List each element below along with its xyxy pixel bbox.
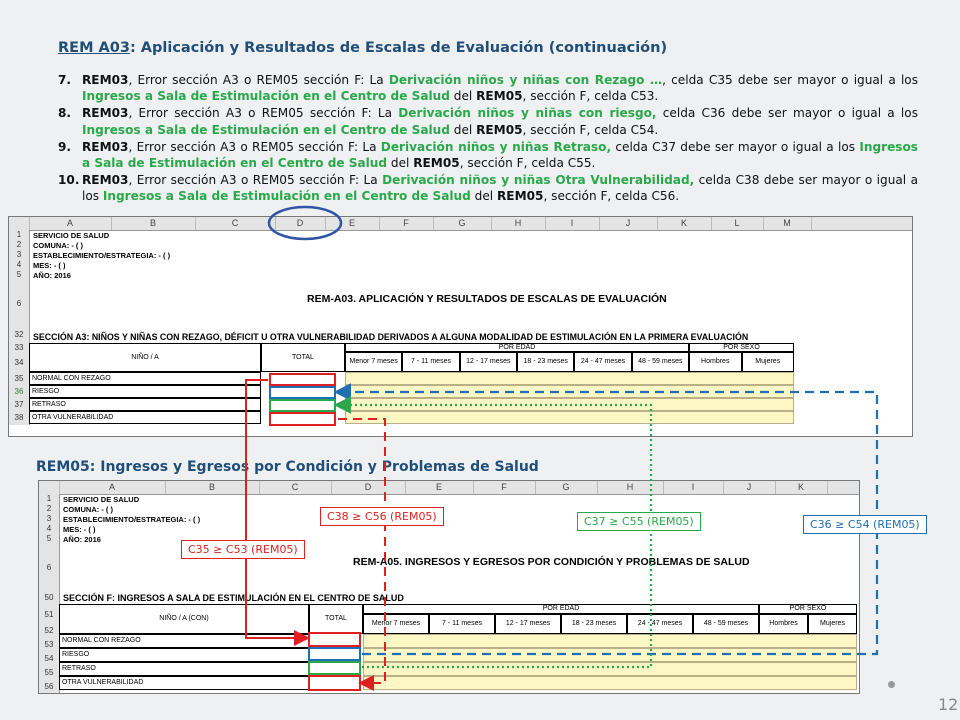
column-header: F xyxy=(473,481,536,494)
sheet-header-line: COMUNA: - ( ) xyxy=(33,241,83,250)
rule-number: 8. xyxy=(58,106,72,121)
rule-text-segment: celda C38 debe ser mayor o igual a los xyxy=(82,173,919,204)
rule-text-segment: del xyxy=(449,89,477,104)
row-header: 51 xyxy=(39,605,60,624)
table-row-label: OTRA VULNERABILIDAD xyxy=(59,676,309,690)
row-header: 52 xyxy=(39,624,60,638)
c36-callout: C36 ≥ C54 (REM05) xyxy=(803,515,927,534)
row-header: 55 xyxy=(39,666,60,680)
column-header: B xyxy=(165,481,260,494)
column-header: C xyxy=(259,481,332,494)
section-title: SECCIÓN F: INGRESOS A SALA DE ESTIMULACIÓN EN EL CENTRO DE SALUD xyxy=(63,593,404,603)
th-age-group: 24 - 47 meses xyxy=(627,614,693,634)
sheet-title: REM-A03. APLICACIÓN Y RESULTADOS DE ESCALAS DE EVALUACIÓN xyxy=(307,293,667,305)
sheet-header-line: SERVICIO DE SALUD xyxy=(63,495,140,504)
row-header: 4 xyxy=(9,260,30,270)
column-header: K xyxy=(775,481,828,494)
sheet-header-line: COMUNA: - ( ) xyxy=(63,505,113,514)
column-header: E xyxy=(325,217,380,230)
c54-highlight xyxy=(308,647,361,661)
rule-text-segment: REM05 xyxy=(476,122,523,137)
rule-text-segment: , sección F, celda C53. xyxy=(522,89,659,104)
rule-text-segment: del xyxy=(387,156,414,171)
row-header: 6 xyxy=(9,280,30,328)
rule-text-segment: Ingresos a Sala de Estimulación en el Centro de Salud xyxy=(82,139,918,171)
rule-text-segment: REM03 xyxy=(82,139,129,154)
sheet-header-line: AÑO: 2016 xyxy=(63,535,101,544)
column-header: D xyxy=(331,481,406,494)
th-age-group: 48 - 59 meses xyxy=(693,614,759,634)
table-row-label: RETRASO xyxy=(29,398,261,411)
row-header: 32 xyxy=(9,328,30,342)
row-header: 38 xyxy=(9,411,30,425)
column-c-highlight-circle xyxy=(269,207,341,239)
row-header: 53 xyxy=(39,638,60,652)
c53-highlight xyxy=(308,632,361,647)
row-header: 2 xyxy=(9,240,30,250)
rule-text-segment: , celda C35 debe ser mayor o igual a los xyxy=(662,73,919,87)
rule-text-segment: Derivación niños y niñas con Rezago … xyxy=(388,73,663,87)
c38-highlight xyxy=(269,412,336,426)
sheet-header-line: ESTABLECIMIENTO/ESTRATEGIA: - ( ) xyxy=(63,515,201,524)
th-age-group: 7 - 11 meses xyxy=(402,352,459,372)
column-header: F xyxy=(379,217,434,230)
sheet-header-line: AÑO: 2016 xyxy=(33,271,71,280)
sheet-header-line: MES: - ( ) xyxy=(63,525,96,534)
c37-highlight xyxy=(269,399,336,412)
column-header: C xyxy=(195,217,276,230)
row-header: 54 xyxy=(39,652,60,666)
th-age-group: 7 - 11 meses xyxy=(429,614,495,634)
rule-text-segment: , Error sección A3 o REM05 sección F: La xyxy=(128,173,383,188)
rule-number: 10. xyxy=(58,173,80,188)
th-nino: NIÑO / A xyxy=(29,343,261,372)
section-title: SECCIÓN A3: NIÑOS Y NIÑAS CON REZAGO, DÉFICIT U OTRA VULNERABILIDAD DERIVADOS A ALGUNA MODALIDAD DE ESTIMULACIÓN EN LA PRIMERA EVALUACIÓN xyxy=(33,332,749,342)
th-sex-group: Hombres xyxy=(759,614,808,634)
rule-text-segment: , sección F, celda C55. xyxy=(459,156,596,171)
table-row-label: NORMAL CON REZAGO xyxy=(59,634,309,648)
rule-text-segment: , Error sección A3 o REM05 sección F: La xyxy=(128,73,389,87)
column-header: I xyxy=(545,217,600,230)
page-number: 12 xyxy=(938,695,959,714)
th-sex-group: Mujeres xyxy=(742,352,795,372)
row-header: 2 xyxy=(39,504,60,514)
table-row-label: RETRASO xyxy=(59,662,309,676)
c37-callout: C37 ≥ C55 (REM05) xyxy=(577,512,701,531)
sheet-header-line: ESTABLECIMIENTO/ESTRATEGIA: - ( ) xyxy=(33,251,171,260)
th-por-sexo: POR SEXO xyxy=(689,343,794,352)
row-header: 1 xyxy=(9,230,30,240)
rule-text-segment: del xyxy=(470,189,497,204)
column-header: J xyxy=(599,217,658,230)
rule-number: 9. xyxy=(58,139,72,154)
column-header: G xyxy=(535,481,598,494)
c56-highlight xyxy=(308,675,361,691)
row-header: 34 xyxy=(9,353,30,372)
c35-callout: C35 ≥ C53 (REM05) xyxy=(181,540,305,559)
row-header: 50 xyxy=(39,591,60,605)
column-header: H xyxy=(491,217,546,230)
th-total: TOTAL xyxy=(261,343,345,372)
rule-text-segment: REM05 xyxy=(476,89,523,104)
th-sex-group: Hombres xyxy=(689,352,742,372)
table-row-label: RIESGO xyxy=(29,385,261,398)
row-header: 36 xyxy=(9,385,30,398)
rule-text-segment: REM05 xyxy=(497,189,544,204)
sheet-header-line: SERVICIO DE SALUD xyxy=(33,231,110,240)
th-age-group: Menor 7 meses xyxy=(363,614,429,634)
row-header: 56 xyxy=(39,680,60,693)
row-header: 37 xyxy=(9,398,30,411)
th-age-group: 18 - 23 meses xyxy=(517,352,574,372)
column-header: I xyxy=(663,481,724,494)
rule-text-segment: , sección F, celda C54. xyxy=(522,122,659,137)
th-age-group: 24 - 47 meses xyxy=(574,352,631,372)
rule-text-segment: del xyxy=(449,122,477,137)
th-por-edad: POR EDAD xyxy=(363,604,759,614)
column-header: H xyxy=(597,481,664,494)
rule-text-segment: , Error sección A3 o REM05 sección F: La xyxy=(128,106,399,121)
rule-number: 7. xyxy=(58,73,72,87)
th-age-group: 12 - 17 meses xyxy=(460,352,517,372)
column-header: A xyxy=(59,481,166,494)
row-header: 3 xyxy=(39,514,60,524)
row-header: 5 xyxy=(9,270,30,280)
row-header: 6 xyxy=(39,544,60,591)
rule-text-segment: Ingresos a Sala de Estimulación en el Centro de Salud xyxy=(82,89,450,104)
rule-text-segment: Derivación niños y niñas Retraso, xyxy=(380,139,612,154)
c36-highlight xyxy=(269,386,336,399)
slide-title-code: REM A03 xyxy=(58,40,130,56)
th-age-group: Menor 7 meses xyxy=(345,352,402,372)
column-header: A xyxy=(29,217,112,230)
row-header: 5 xyxy=(39,534,60,544)
c35-highlight xyxy=(269,373,336,386)
column-header: B xyxy=(111,217,196,230)
th-total: TOTAL xyxy=(309,604,363,634)
column-header: J xyxy=(723,481,776,494)
rule-text-segment: Derivación niños y niñas con riesgo, xyxy=(398,106,657,121)
column-header: L xyxy=(711,217,764,230)
th-age-group: 12 - 17 meses xyxy=(495,614,561,634)
row-header: 35 xyxy=(9,372,30,385)
th-sex-group: Mujeres xyxy=(808,614,857,634)
table-row-label: OTRA VULNERABILIDAD xyxy=(29,411,261,424)
rule-text-segment: Ingresos a Sala de Estimulación en el Centro de Salud xyxy=(82,122,450,137)
rem05-heading: REM05: Ingresos y Egresos por Condición y Problemas de Salud xyxy=(36,459,539,475)
rule-text-segment: celda C36 debe ser mayor o igual a los xyxy=(656,106,918,121)
row-header: 3 xyxy=(9,250,30,260)
rule-text-segment: celda C37 debe ser mayor o igual a los xyxy=(611,139,860,154)
table-row-label: RIESGO xyxy=(59,648,309,662)
rule-text-segment: REM03 xyxy=(82,173,129,188)
column-header: K xyxy=(657,217,712,230)
column-header: D xyxy=(275,217,326,230)
column-header: M xyxy=(763,217,812,230)
rule-text-segment: REM03 xyxy=(82,106,129,121)
th-nino: NIÑO / A (CON) xyxy=(59,604,309,634)
rule-text-segment: , Error sección A3 o REM05 sección F: La xyxy=(128,139,381,154)
row-header: 1 xyxy=(39,494,60,504)
sheet-title: REM-A05. INGRESOS Y EGRESOS POR CONDICIÓN Y PROBLEMAS DE SALUD xyxy=(353,556,750,568)
th-age-group: 48 - 59 meses xyxy=(632,352,689,372)
column-header: E xyxy=(405,481,474,494)
th-por-edad: POR EDAD xyxy=(345,343,689,352)
table-row-label: NORMAL CON REZAGO xyxy=(29,372,261,385)
c38-callout: C38 ≥ C56 (REM05) xyxy=(320,507,444,526)
th-age-group: 18 - 23 meses xyxy=(561,614,627,634)
rule-text-segment: Derivación niños y niñas Otra Vulnerabilidad, xyxy=(382,173,695,188)
column-header: G xyxy=(433,217,492,230)
row-header: 4 xyxy=(39,524,60,534)
row-header: 33 xyxy=(9,342,30,353)
sheet-header-line: MES: - ( ) xyxy=(33,261,66,270)
slide-title-rest: : Aplicación y Resultados de Escalas de Evaluación (continuación) xyxy=(129,40,668,56)
rule-text-segment: , sección F, celda C56. xyxy=(543,189,680,204)
th-por-sexo: POR SEXO xyxy=(759,604,857,614)
slide-bullet-dot xyxy=(888,681,895,688)
c55-highlight xyxy=(308,661,361,675)
rule-text-segment: REM05 xyxy=(413,156,460,171)
rule-text-segment: Ingresos a Sala de Estimulación en el Centro de Salud xyxy=(102,189,471,204)
rule-text-segment: REM03 xyxy=(82,73,129,87)
